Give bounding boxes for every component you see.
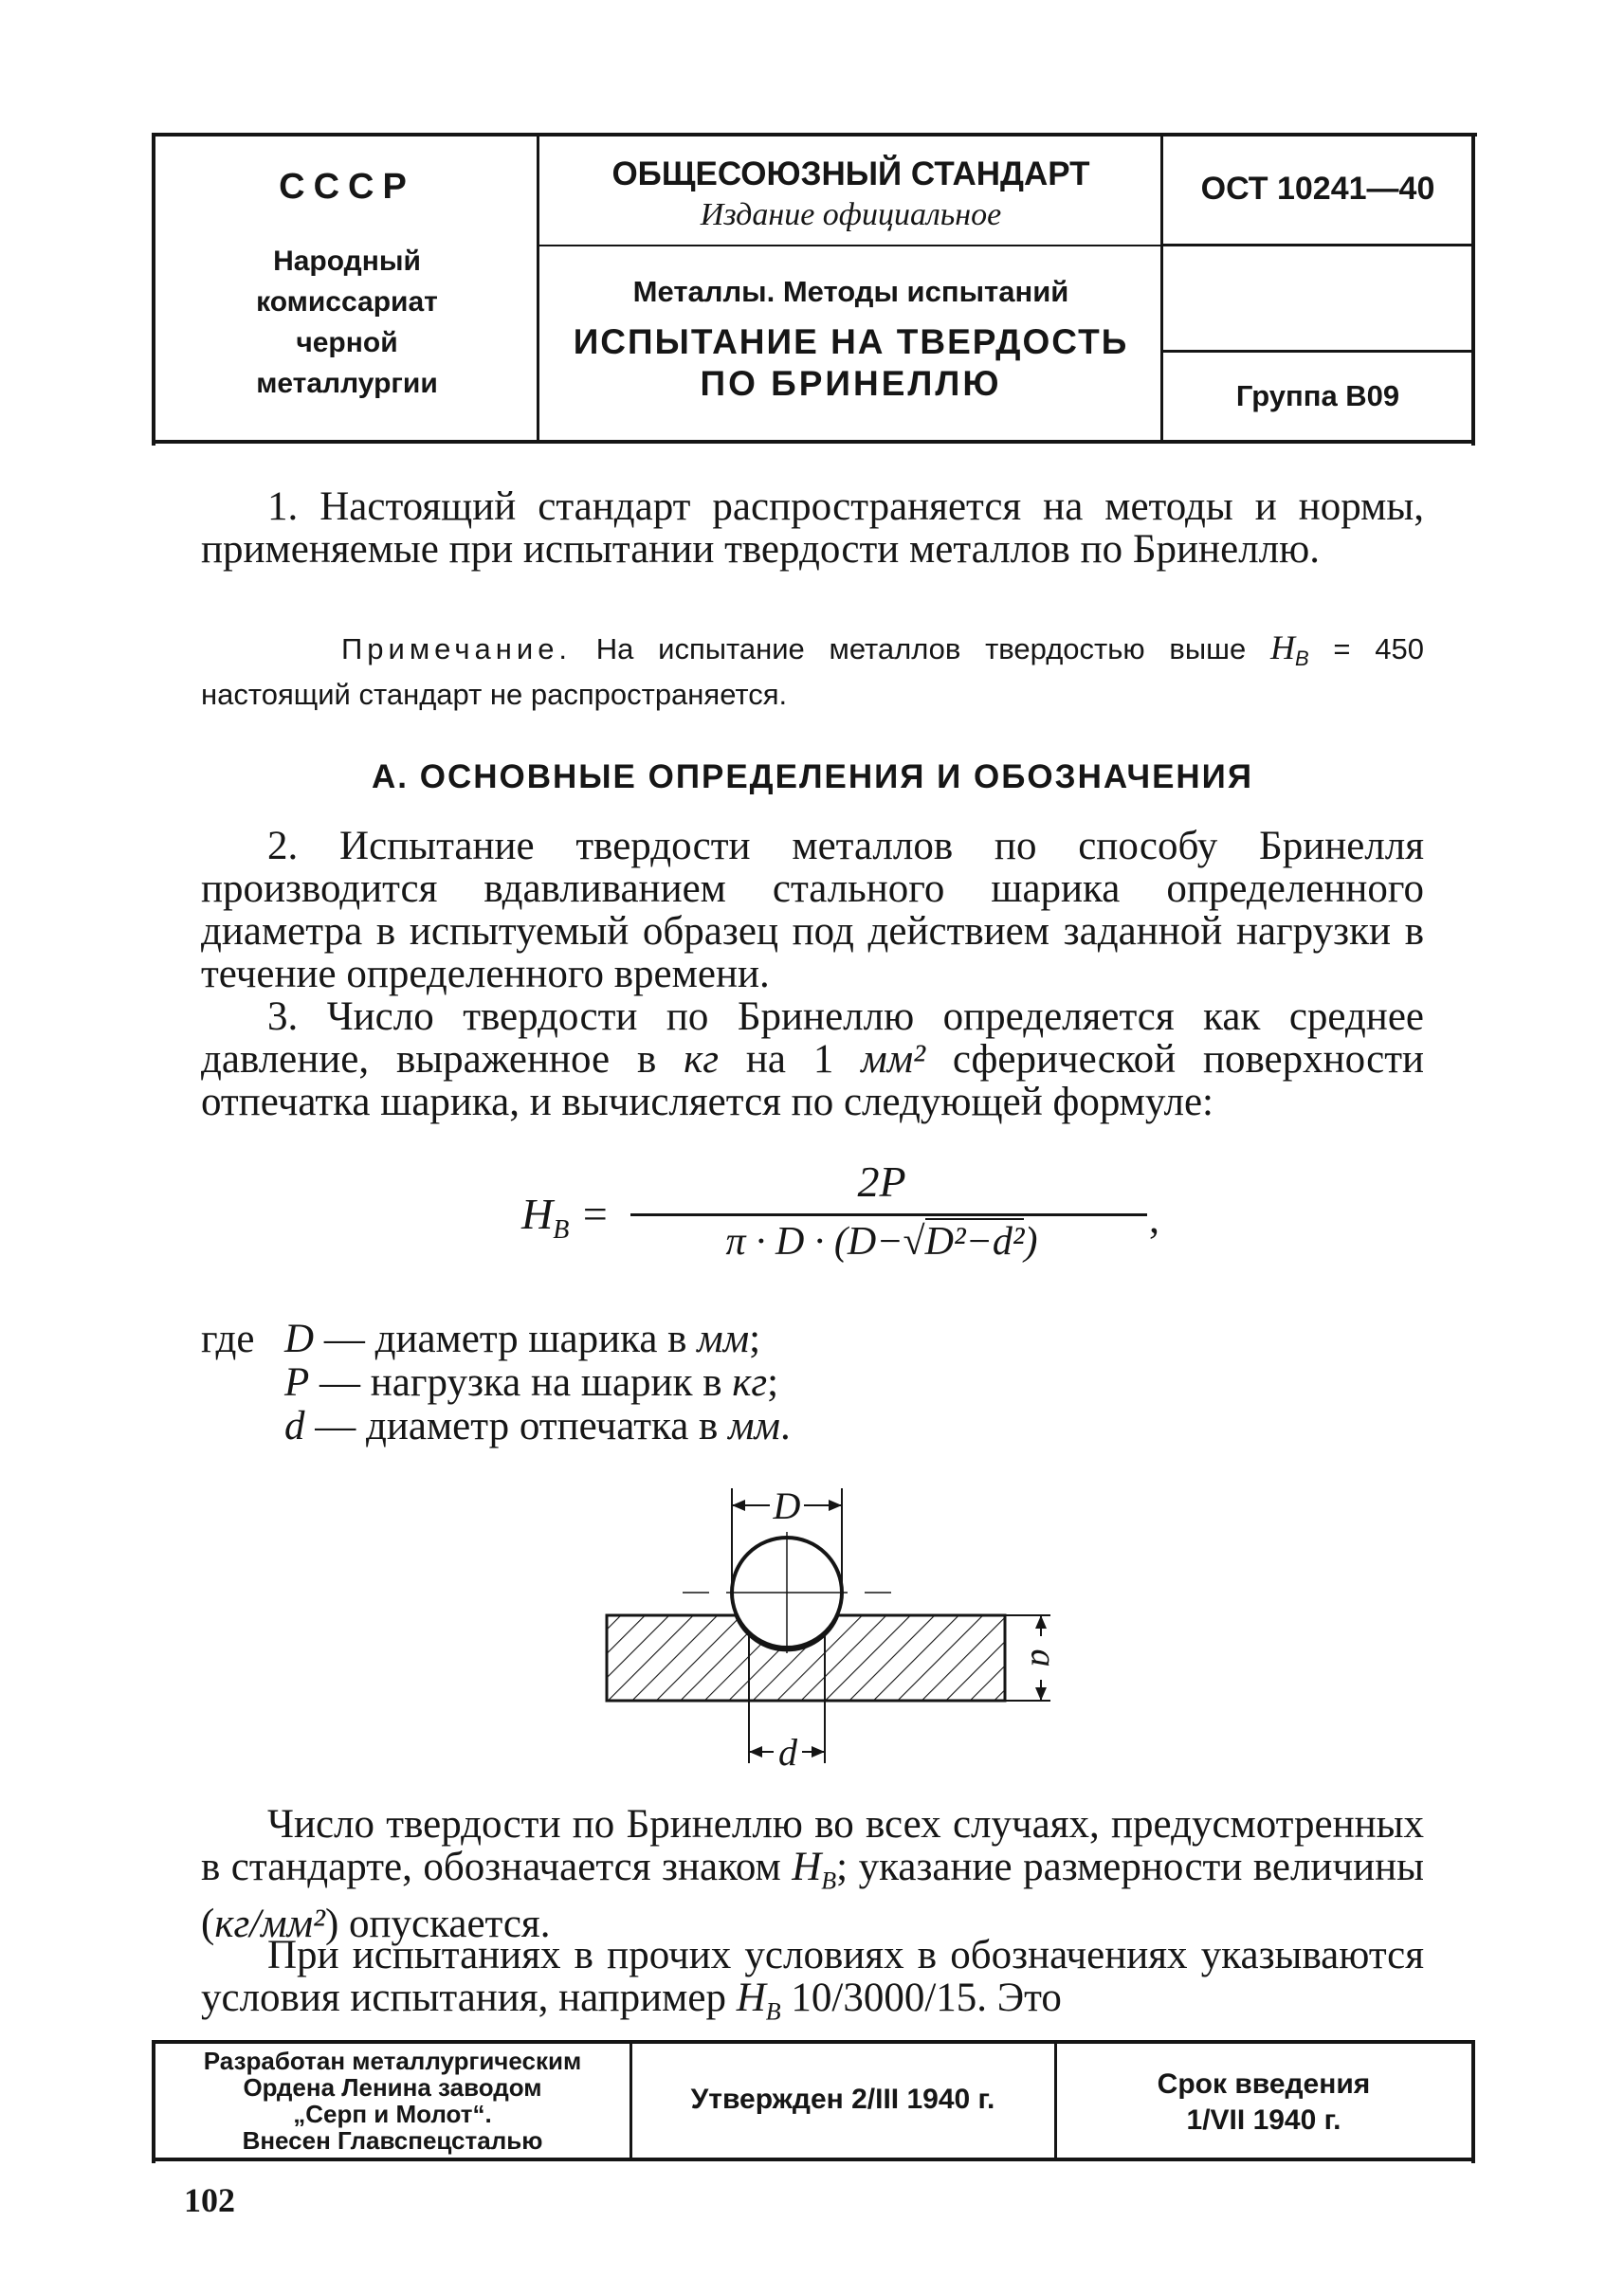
header-ministry — [163, 241, 531, 404]
header-country: СССР — [279, 167, 415, 207]
section-a-heading: А. ОСНОВНЫЕ ОПРЕДЕЛЕНИЯ И ОБОЗНАЧЕНИЯ — [372, 758, 1253, 795]
footer-effective: Срок введения 1/VII 1940 г. — [1157, 2068, 1371, 2136]
label-thickness: a — [1023, 1648, 1064, 1667]
legend-item-load: P — нагрузка на шарик в кг; — [284, 1360, 779, 1405]
footer-approved: Утвержден 2/III 1940 г. — [690, 2084, 995, 2115]
paragraph-3: 3. Число твердости по Бринеллю определяется как среднее давление, выраженное в кг на 1 мм² сферической поверхности отпечатка шарика, и вычисляется по следующей формуле: — [201, 994, 1425, 1124]
ministry-line-4: металлургии — [256, 368, 438, 399]
formula-numerator: 2P — [857, 1157, 906, 1206]
ministry-line-3: черной — [296, 327, 398, 358]
formula-lhs: H — [521, 1190, 554, 1238]
brinell-diagram — [588, 1479, 1081, 1782]
header-title-line-1: ИСПЫТАНИЕ НА ТВЕРДОСТЬ — [573, 322, 1129, 361]
ministry-line-2: комиссариат — [256, 286, 438, 318]
header-edition: Издание официальное — [700, 197, 1002, 232]
paragraph-2: 2. Испытание твердости металлов по способу Бринелля производится вдавливанием стального шарика определенного диаметра в испытуемый образец под действием заданной нагрузки в течение определенного времени. — [201, 824, 1424, 996]
header-title-line-2: ПО БРИНЕЛЛЮ — [700, 364, 1002, 403]
page-number: 102 — [184, 2181, 235, 2219]
standard-group: Группа В09 — [1235, 379, 1400, 412]
legend-item-d-imprint: d — диаметр отпечатка в мм. — [284, 1404, 791, 1448]
standard-code: ОСТ 10241—40 — [1200, 171, 1435, 207]
label-diameter-ball: D — [773, 1484, 801, 1527]
label-diameter-imprint: d — [778, 1731, 797, 1774]
paragraph-4: Число твердости по Бринеллю во всех случаях, предусмотренных в стандарте, обозначается знаком $H_B$; указание размерности величины (кг/мм²) опускается. — [201, 1802, 1424, 1946]
legend-item-d-ball: D — диаметр шарика в мм; — [284, 1317, 761, 1361]
formula-comma: , — [1149, 1195, 1159, 1242]
footer-developed: Разработан металлургическим Ордена Ленина заводом „Серп и Молот“. Внесен Главспецсталью — [203, 2047, 582, 2155]
formula-denominator: π · D · (D−√D²−d²) — [725, 1220, 1038, 1264]
header-standard-type: ОБЩЕСОЮЗНЫЙ СТАНДАРТ — [611, 155, 1090, 192]
paragraph-5: При испытаниях в прочих условиях в обозначениях указываются условия испытания, например $H_B$ 10/3000/15. Это — [201, 1933, 1424, 2026]
fraction-bar — [630, 1213, 1147, 1216]
header-category: Металлы. Методы испытаний — [632, 275, 1069, 308]
note-label: Примечание. — [341, 632, 573, 665]
hardness-formula: $H_B$ = 2P π · D · (D−√D²−d²) , — [521, 1157, 1159, 1264]
legend-where: где — [201, 1317, 255, 1361]
note: Примечание. На испытание металлов твердостью выше $H_B = 450$ настоящий стандарт не распространяется. — [201, 628, 1424, 712]
paragraph-1: 1. Настоящий стандарт распространяется на методы и нормы, применяемые при испытании твердости металлов по Бринеллю. — [201, 484, 1424, 572]
ministry-line-1: Народный — [273, 246, 421, 277]
